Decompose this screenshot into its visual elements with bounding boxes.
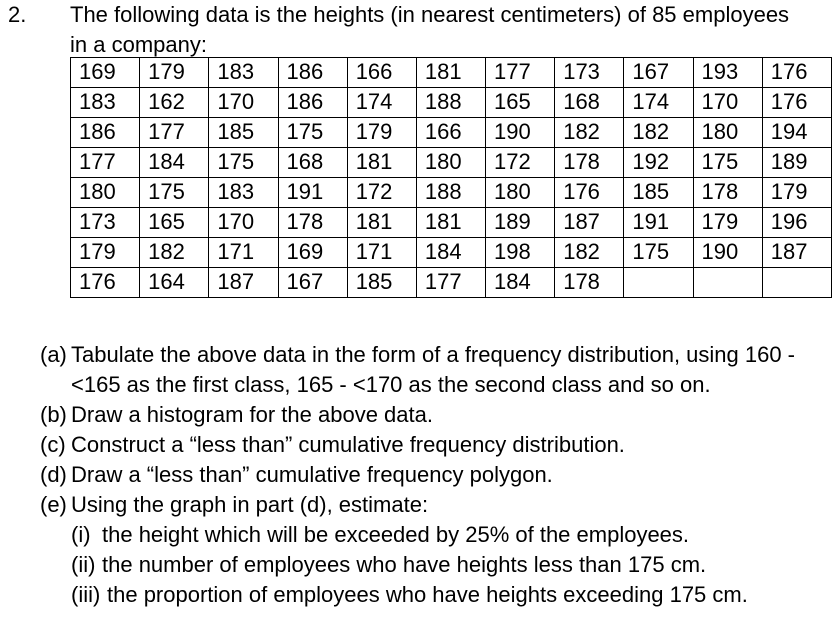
part-a-text-2: <165 as the first class, 165 - <170 as the second class and so on. [71,371,711,397]
part-b [40,400,830,430]
table-cell: 182 [555,118,624,148]
table-cell: 183 [209,58,278,88]
table-cell: 182 [555,238,624,268]
table-row [71,58,832,88]
table-cell: 186 [278,88,347,118]
table-cell: 174 [347,88,416,118]
table-cell: 179 [71,238,140,268]
table-cell: 180 [486,178,555,208]
table-cell: 190 [486,118,555,148]
stem-line-2: in a company: [70,32,207,57]
table-row [71,178,832,208]
table-row [71,208,832,238]
table-cell: 171 [209,238,278,268]
part-a-label: (a) [40,341,67,367]
table-cell: 177 [71,148,140,178]
table-cell: 173 [71,208,140,238]
table-cell: 182 [140,238,209,268]
table-row [71,88,832,118]
table-cell: 176 [762,58,831,88]
part-d-text: Draw a “less than” cumulative frequency polygon. [71,461,553,487]
table-cell: 189 [762,148,831,178]
table-cell: 176 [555,178,624,208]
table-cell: 193 [693,58,762,88]
part-c [40,430,830,460]
table-cell: 179 [762,178,831,208]
table-cell: 168 [555,88,624,118]
table-cell: 175 [209,148,278,178]
table-cell: 181 [347,208,416,238]
table-cell: 170 [209,88,278,118]
table-cell: 162 [140,88,209,118]
question-parts [40,340,830,610]
table-cell: 177 [140,118,209,148]
part-e-i-label: (i) [71,521,91,547]
table-cell: 191 [624,208,693,238]
table-cell: 183 [209,178,278,208]
table-cell: 180 [416,148,485,178]
table-cell: 182 [624,118,693,148]
part-e-text: Using the graph in part (d), estimate: [71,491,429,517]
table-cell: 178 [278,208,347,238]
table-cell: 175 [278,118,347,148]
table-cell: 174 [624,88,693,118]
table-cell: 190 [693,238,762,268]
table-cell: 186 [278,58,347,88]
table-cell: 188 [416,178,485,208]
table-cell: 168 [278,148,347,178]
table-cell: 187 [762,238,831,268]
part-a [40,340,830,370]
table-row [71,268,832,298]
table-cell: 176 [71,268,140,298]
table-cell: 175 [140,178,209,208]
table-cell: 180 [71,178,140,208]
table-cell: 170 [209,208,278,238]
table-cell: 179 [140,58,209,88]
part-b-text: Draw a histogram for the above data. [71,401,433,427]
part-a-continued [40,370,830,400]
table-cell: 191 [278,178,347,208]
table-cell: 179 [347,118,416,148]
table-cell [762,268,831,298]
table-cell: 194 [762,118,831,148]
table-cell: 189 [486,208,555,238]
table-cell: 187 [209,268,278,298]
table-cell: 185 [347,268,416,298]
table-cell [624,268,693,298]
table-cell: 183 [71,88,140,118]
table-cell: 181 [347,148,416,178]
table-cell: 173 [555,58,624,88]
table-cell: 198 [486,238,555,268]
table-cell: 185 [209,118,278,148]
table-cell: 165 [140,208,209,238]
table-cell: 186 [71,118,140,148]
table-cell: 169 [278,238,347,268]
table-cell: 169 [71,58,140,88]
part-c-text: Construct a “less than” cumulative frequency distribution. [71,431,625,457]
part-e-label: (e) [40,491,67,517]
table-cell: 181 [416,58,485,88]
table-cell: 192 [624,148,693,178]
table-row [71,148,832,178]
table-cell: 184 [486,268,555,298]
question-number: 2. [8,2,27,27]
part-e-i [40,520,830,550]
table-cell: 178 [555,148,624,178]
part-b-label: (b) [40,401,67,427]
table-row [71,118,832,148]
table-cell: 171 [347,238,416,268]
table-cell: 166 [416,118,485,148]
table-cell: 172 [486,148,555,178]
part-e [40,490,830,520]
question-stem [70,0,830,60]
table-cell: 165 [486,88,555,118]
table-cell: 172 [347,178,416,208]
stem-line-1: The following data is the heights (in nearest centimeters) of 85 employees [70,2,790,27]
table-cell: 167 [624,58,693,88]
part-e-i-text: the height which will be exceeded by 25% of the employees. [102,521,690,547]
part-d [40,460,830,490]
part-e-iii [40,580,830,610]
part-d-label: (d) [40,461,67,487]
table-row [71,238,832,268]
table-cell: 181 [416,208,485,238]
table-cell: 179 [693,208,762,238]
part-e-iii-label: (iii) [71,581,101,607]
table-cell: 178 [555,268,624,298]
table-cell: 177 [416,268,485,298]
table-cell: 178 [693,178,762,208]
table-cell: 175 [624,238,693,268]
part-c-label: (c) [40,431,66,457]
table-cell: 180 [693,118,762,148]
table-cell: 166 [347,58,416,88]
table-cell: 167 [278,268,347,298]
table-cell: 177 [486,58,555,88]
table-cell: 184 [140,148,209,178]
part-e-ii-label: (ii) [71,551,96,577]
table-cell: 175 [693,148,762,178]
part-e-ii-text: the number of employees who have heights less than 175 cm. [102,551,707,577]
table-cell: 184 [416,238,485,268]
table-cell: 185 [624,178,693,208]
table-cell: 170 [693,88,762,118]
heights-table [70,57,832,298]
part-a-text-1: Tabulate the above data in the form of a frequency distribution, using 160 - [71,341,796,367]
part-e-iii-text: the proportion of employees who have heights exceeding 175 cm. [107,581,748,607]
table-cell: 196 [762,208,831,238]
table-cell: 187 [555,208,624,238]
table-cell: 164 [140,268,209,298]
part-e-ii [40,550,830,580]
table-cell: 188 [416,88,485,118]
table-cell: 176 [762,88,831,118]
table-cell [693,268,762,298]
